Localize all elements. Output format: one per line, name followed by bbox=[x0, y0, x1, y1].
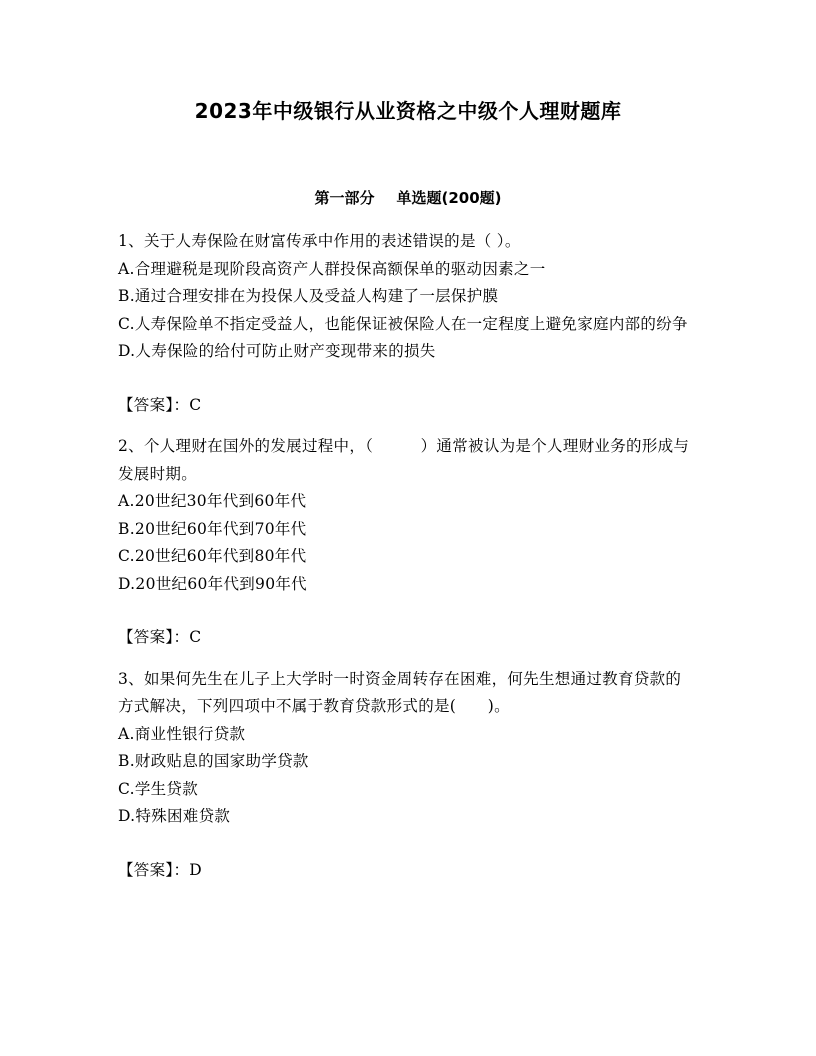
option-a: A.20世纪30年代到60年代 bbox=[118, 492, 307, 510]
question-1 bbox=[118, 228, 693, 419]
section-type-label: 单选题(200题) bbox=[396, 189, 502, 207]
answer-label: 【答案】 bbox=[118, 860, 174, 879]
option-d: D.人寿保险的给付可防止财产变现带来的损失 bbox=[118, 342, 436, 360]
option-b: B.财政贴息的国家助学贷款 bbox=[118, 752, 309, 770]
section-title bbox=[0, 186, 816, 210]
answer-value: ：C bbox=[173, 395, 202, 414]
document-title: 2023年中级银行从业资格之中级个人理财题库 bbox=[194, 99, 622, 123]
question-3 bbox=[118, 666, 693, 885]
option-c: C.20世纪60年代到80年代 bbox=[118, 547, 307, 565]
option-a: A.商业性银行贷款 bbox=[118, 724, 246, 743]
answer-value: ：D bbox=[173, 860, 202, 879]
option-a: A.合理避税是现阶段高资产人群投保高额保单的驱动因素之一 bbox=[118, 259, 546, 278]
question-2 bbox=[118, 433, 693, 652]
option-d: D.20世纪60年代到90年代 bbox=[118, 574, 307, 593]
answer-label: 【答案】 bbox=[118, 395, 174, 414]
answer-value: ：C bbox=[173, 628, 202, 646]
option-b: B.通过合理安排在为投保人及受益人构建了一层保护膜 bbox=[118, 287, 499, 305]
answer-label: 【答案】 bbox=[118, 628, 174, 646]
option-d: D.特殊困难贷款 bbox=[118, 807, 231, 825]
question-list bbox=[118, 228, 693, 898]
answer-line bbox=[118, 624, 693, 652]
question-stem: 3、如果何先生在儿子上大学时一时资金周转存在困难，何先生想通过教育贷款的方式解决，下列四项中不属于教育贷款形式的是( )。 bbox=[118, 669, 682, 715]
answer-line bbox=[118, 857, 693, 885]
option-c: C.学生贷款 bbox=[118, 779, 199, 798]
option-b: B.20世纪60年代到70年代 bbox=[118, 519, 307, 538]
question-stem: 2、个人理财在国外的发展过程中，（ ）通常被认为是个人理财业务的形成与发展时期。 bbox=[118, 437, 690, 483]
section-part-label: 第一部分 bbox=[314, 189, 375, 207]
option-c: C.人寿保险单不指定受益人，也能保证被保险人在一定程度上避免家庭内部的纷争 bbox=[118, 314, 688, 333]
answer-line bbox=[118, 392, 693, 420]
question-stem: 1、关于人寿保险在财富传承中作用的表述错误的是（ ）。 bbox=[118, 232, 521, 250]
